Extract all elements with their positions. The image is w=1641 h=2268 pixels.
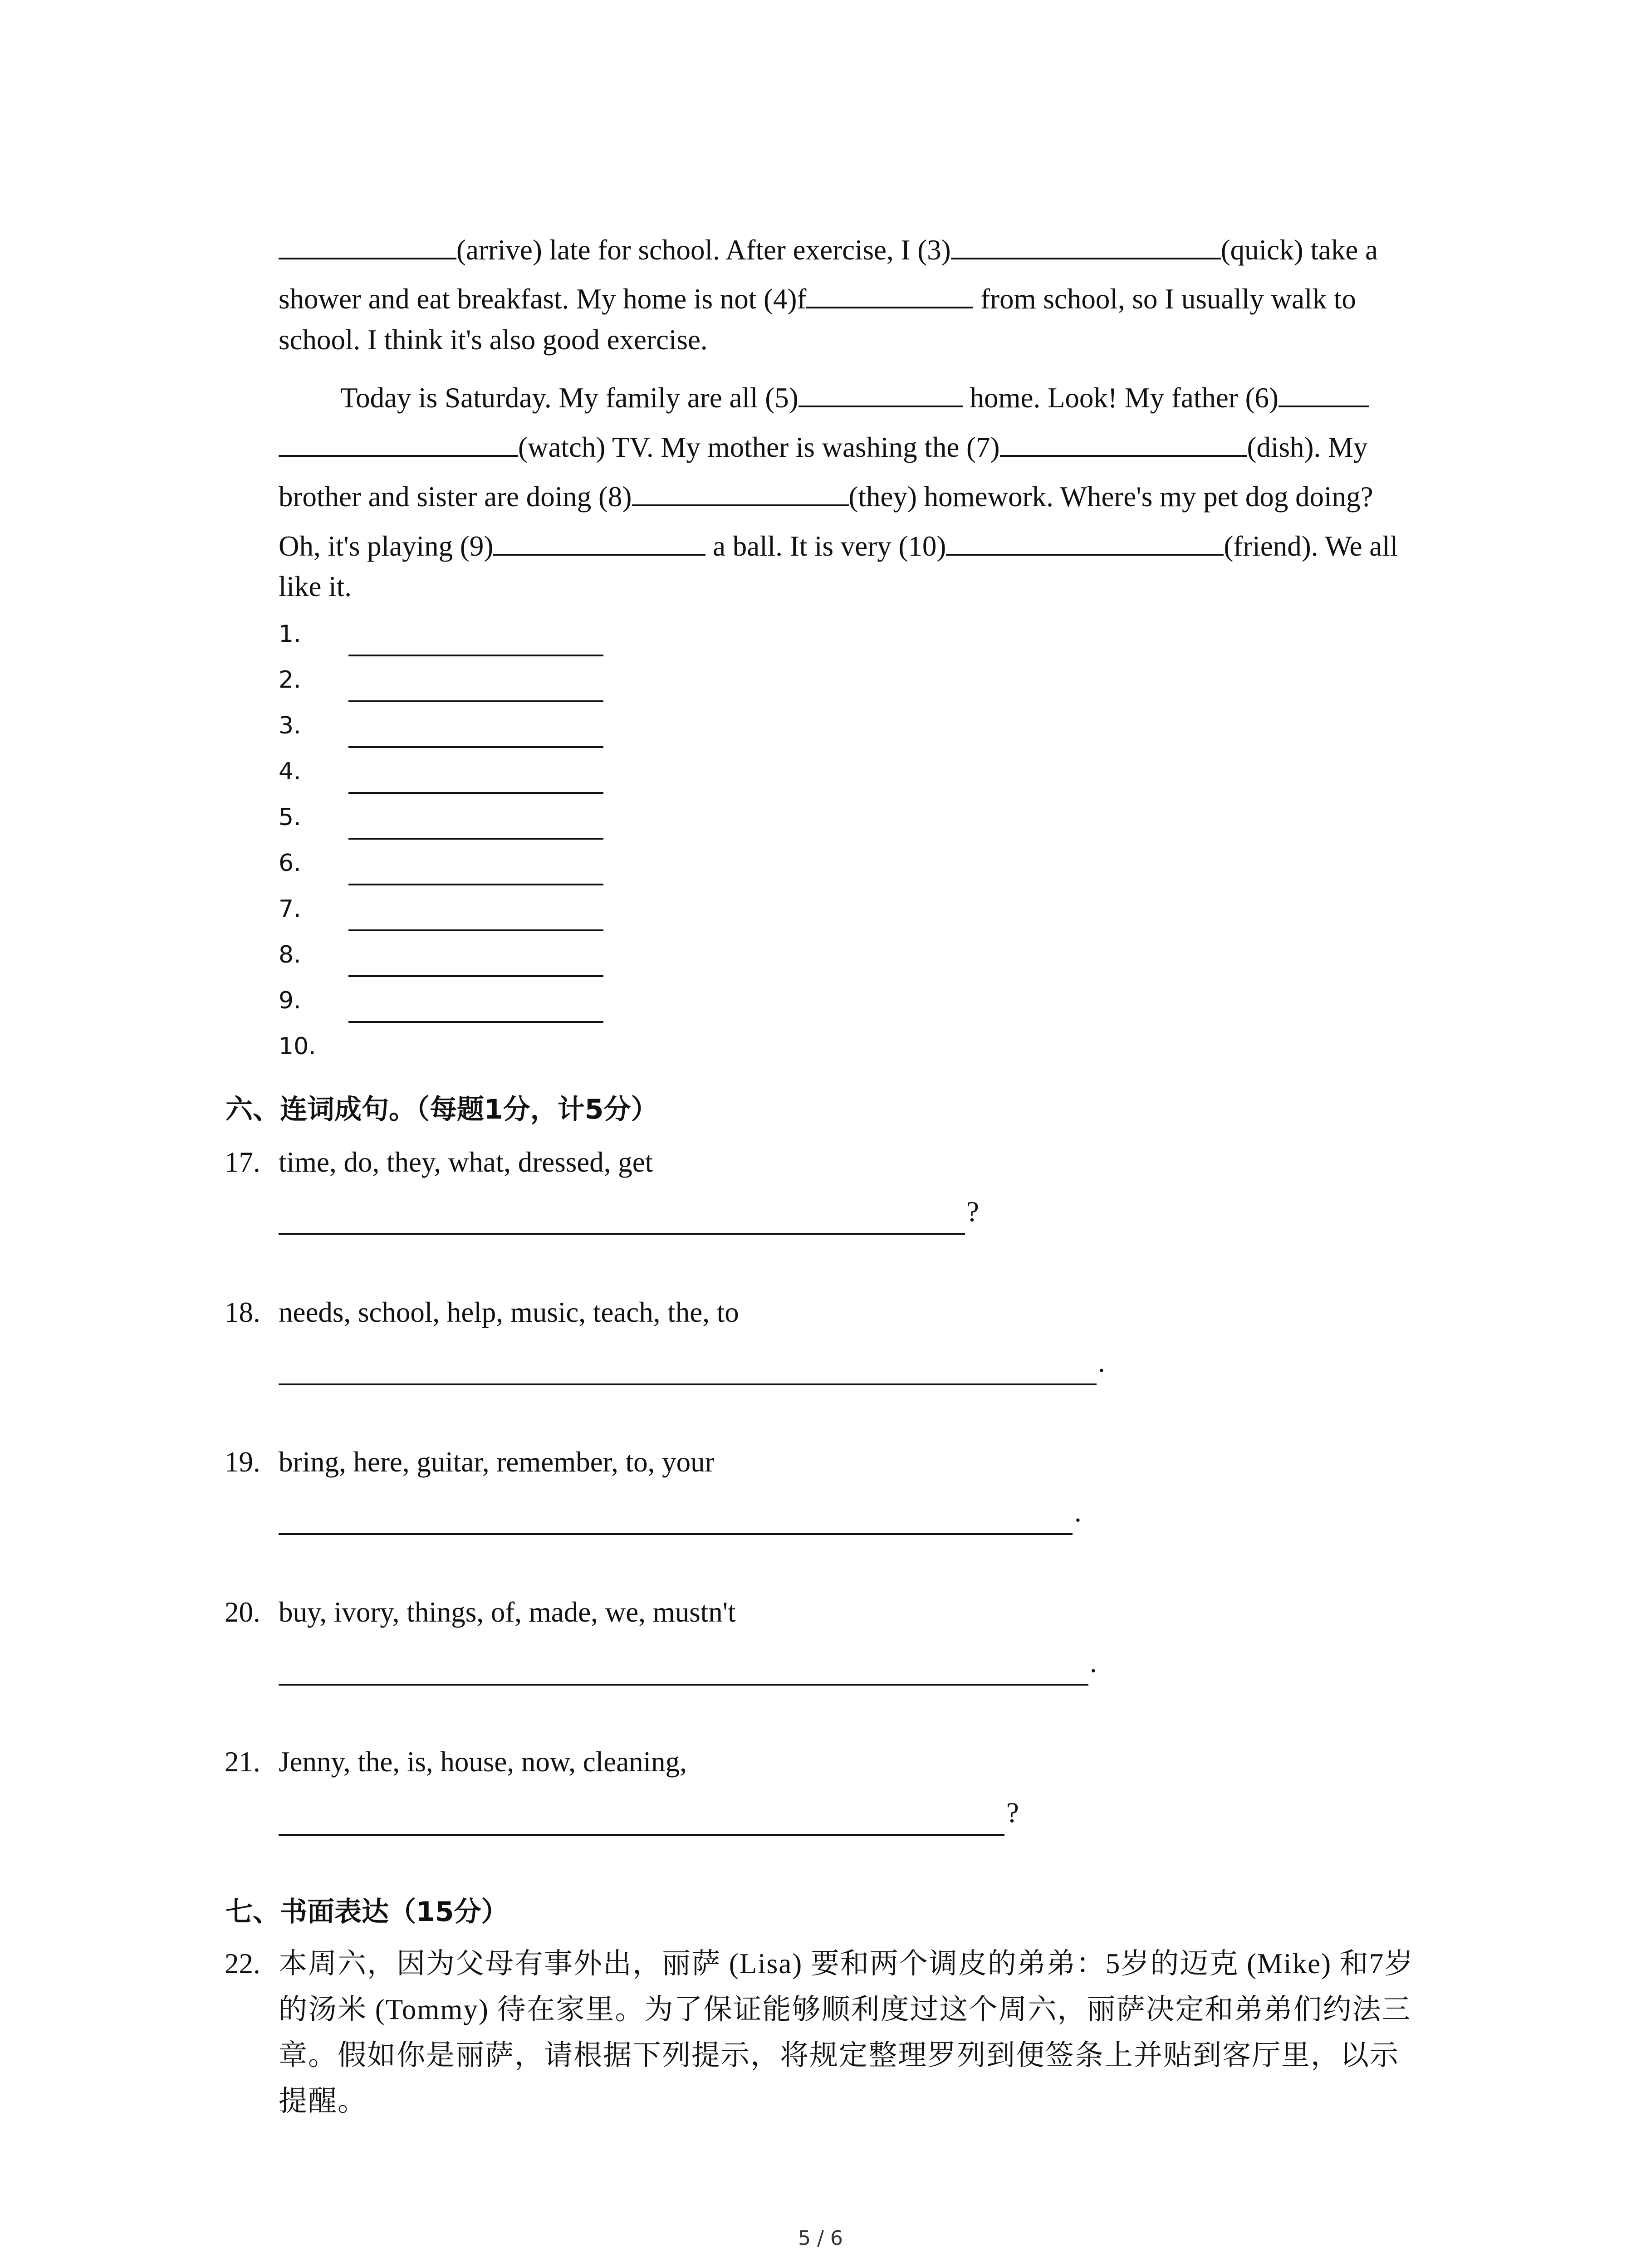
- passage-text: school. I think it's also good exercise.: [279, 324, 708, 356]
- answer-number: 3.: [279, 712, 301, 739]
- answer-number: 2.: [279, 666, 301, 694]
- question-words: bring, here, guitar, remember, to, your: [279, 1446, 715, 1478]
- prompt-line: 本周六，因为父母有事外出，丽萨 (Lisa) 要和两个调皮的弟弟：5岁的迈克 (Mike) 和7岁: [279, 1948, 1414, 1980]
- question-words: buy, ivory, things, of, made, we, mustn't: [279, 1596, 736, 1628]
- question-words: needs, school, help, music, teach, the, to: [279, 1296, 739, 1328]
- passage-text: (friend). We all: [1224, 530, 1398, 562]
- blank-9[interactable]: [493, 524, 705, 556]
- answer-number: 7.: [279, 895, 301, 923]
- passage-line-7: [279, 524, 1449, 561]
- passage-text: home. Look! My father (6): [962, 382, 1279, 414]
- answer-number: 8.: [279, 941, 301, 968]
- passage-line-2: [279, 277, 1449, 313]
- passage-text: (they) homework. Where's my pet dog doing?: [848, 481, 1373, 513]
- passage-text: from school, so I usually walk to: [973, 283, 1356, 315]
- end-punctuation: ?: [966, 1196, 979, 1227]
- question-number: 20.: [225, 1596, 260, 1628]
- passage-text: (watch) TV. My mother is washing the (7): [518, 431, 1000, 463]
- passage-text: shower and eat breakfast. My home is not (4)f: [279, 283, 807, 315]
- page-number: 5 / 6: [798, 2227, 843, 2250]
- answer-number: 6.: [279, 850, 301, 877]
- question-words: time, do, they, what, dressed, get: [279, 1146, 653, 1178]
- answer-number: 1.: [279, 621, 301, 648]
- question-number: 19.: [225, 1446, 260, 1478]
- answer-line[interactable]: [348, 655, 603, 656]
- answer-line[interactable]: [279, 1834, 1004, 1836]
- passage-text: Today is Saturday. My family are all (5): [340, 382, 798, 414]
- end-punctuation: .: [1098, 1346, 1105, 1378]
- passage-text: brother and sister are doing (8): [279, 481, 632, 513]
- answer-number: 4.: [279, 758, 301, 785]
- answer-number: 10.: [279, 1033, 316, 1060]
- passage-line-6: [279, 474, 1449, 511]
- question-number: 21.: [225, 1746, 260, 1778]
- end-punctuation: ?: [1006, 1797, 1019, 1828]
- answer-number: 9.: [279, 987, 301, 1014]
- question-number: 17.: [225, 1146, 260, 1178]
- answer-line[interactable]: [348, 792, 603, 794]
- passage-line-4: [340, 376, 1511, 412]
- prompt-line: 提醒。: [279, 2085, 367, 2117]
- answer-line[interactable]: [348, 746, 603, 748]
- passage-text: (dish). My: [1247, 431, 1368, 463]
- answer-number: 5.: [279, 804, 301, 831]
- passage-text: a ball. It is very (10): [705, 530, 946, 562]
- question-words: Jenny, the, is, house, now, cleaning,: [279, 1746, 687, 1778]
- blank-10[interactable]: [946, 524, 1224, 556]
- passage-text: Oh, it's playing (9): [279, 530, 494, 562]
- answer-line[interactable]: [279, 1684, 1088, 1686]
- end-punctuation: .: [1074, 1496, 1082, 1528]
- answer-line[interactable]: [348, 700, 603, 702]
- question-number: 22.: [225, 1948, 260, 1980]
- blank-6[interactable]: [1279, 376, 1369, 407]
- blank-2[interactable]: [279, 228, 456, 259]
- passage-line-1: [279, 228, 1449, 264]
- answer-line[interactable]: [279, 1533, 1073, 1535]
- answer-line[interactable]: [348, 929, 603, 931]
- passage-line-5: [279, 425, 1449, 462]
- answer-line[interactable]: [348, 884, 603, 885]
- answer-line[interactable]: [348, 1021, 603, 1023]
- blank-5[interactable]: [798, 376, 963, 407]
- passage-text: (quick) take a: [1220, 234, 1378, 266]
- section-title-7: 七、书面表达（15分）: [225, 1896, 509, 1928]
- question-number: 18.: [225, 1296, 260, 1328]
- passage-text: like it.: [279, 571, 352, 602]
- blank-3[interactable]: [951, 228, 1221, 259]
- passage-line-8: [279, 572, 1449, 601]
- answer-line[interactable]: [348, 975, 603, 977]
- answer-line[interactable]: [279, 1383, 1097, 1385]
- section-title-6: 六、连词成句。（每题1分，计5分）: [225, 1094, 658, 1125]
- passage-text: (arrive) late for school. After exercise, I (3): [456, 234, 951, 266]
- passage-line-3: [279, 326, 1449, 354]
- answer-line[interactable]: [279, 1233, 965, 1235]
- answer-line[interactable]: [348, 838, 603, 840]
- prompt-line: 的汤米 (Tommy) 待在家里。为了保证能够顺利度过这个周六，丽萨决定和弟弟们约法三: [279, 1994, 1411, 2025]
- prompt-line: 章。假如你是丽萨，请根据下列提示，将规定整理罗列到便签条上并贴到客厅里，以示: [279, 2039, 1399, 2071]
- blank-7[interactable]: [1000, 425, 1247, 457]
- blank-4[interactable]: [806, 277, 973, 308]
- blank-6-cont[interactable]: [279, 425, 518, 457]
- blank-8[interactable]: [632, 474, 849, 506]
- end-punctuation: .: [1090, 1647, 1097, 1678]
